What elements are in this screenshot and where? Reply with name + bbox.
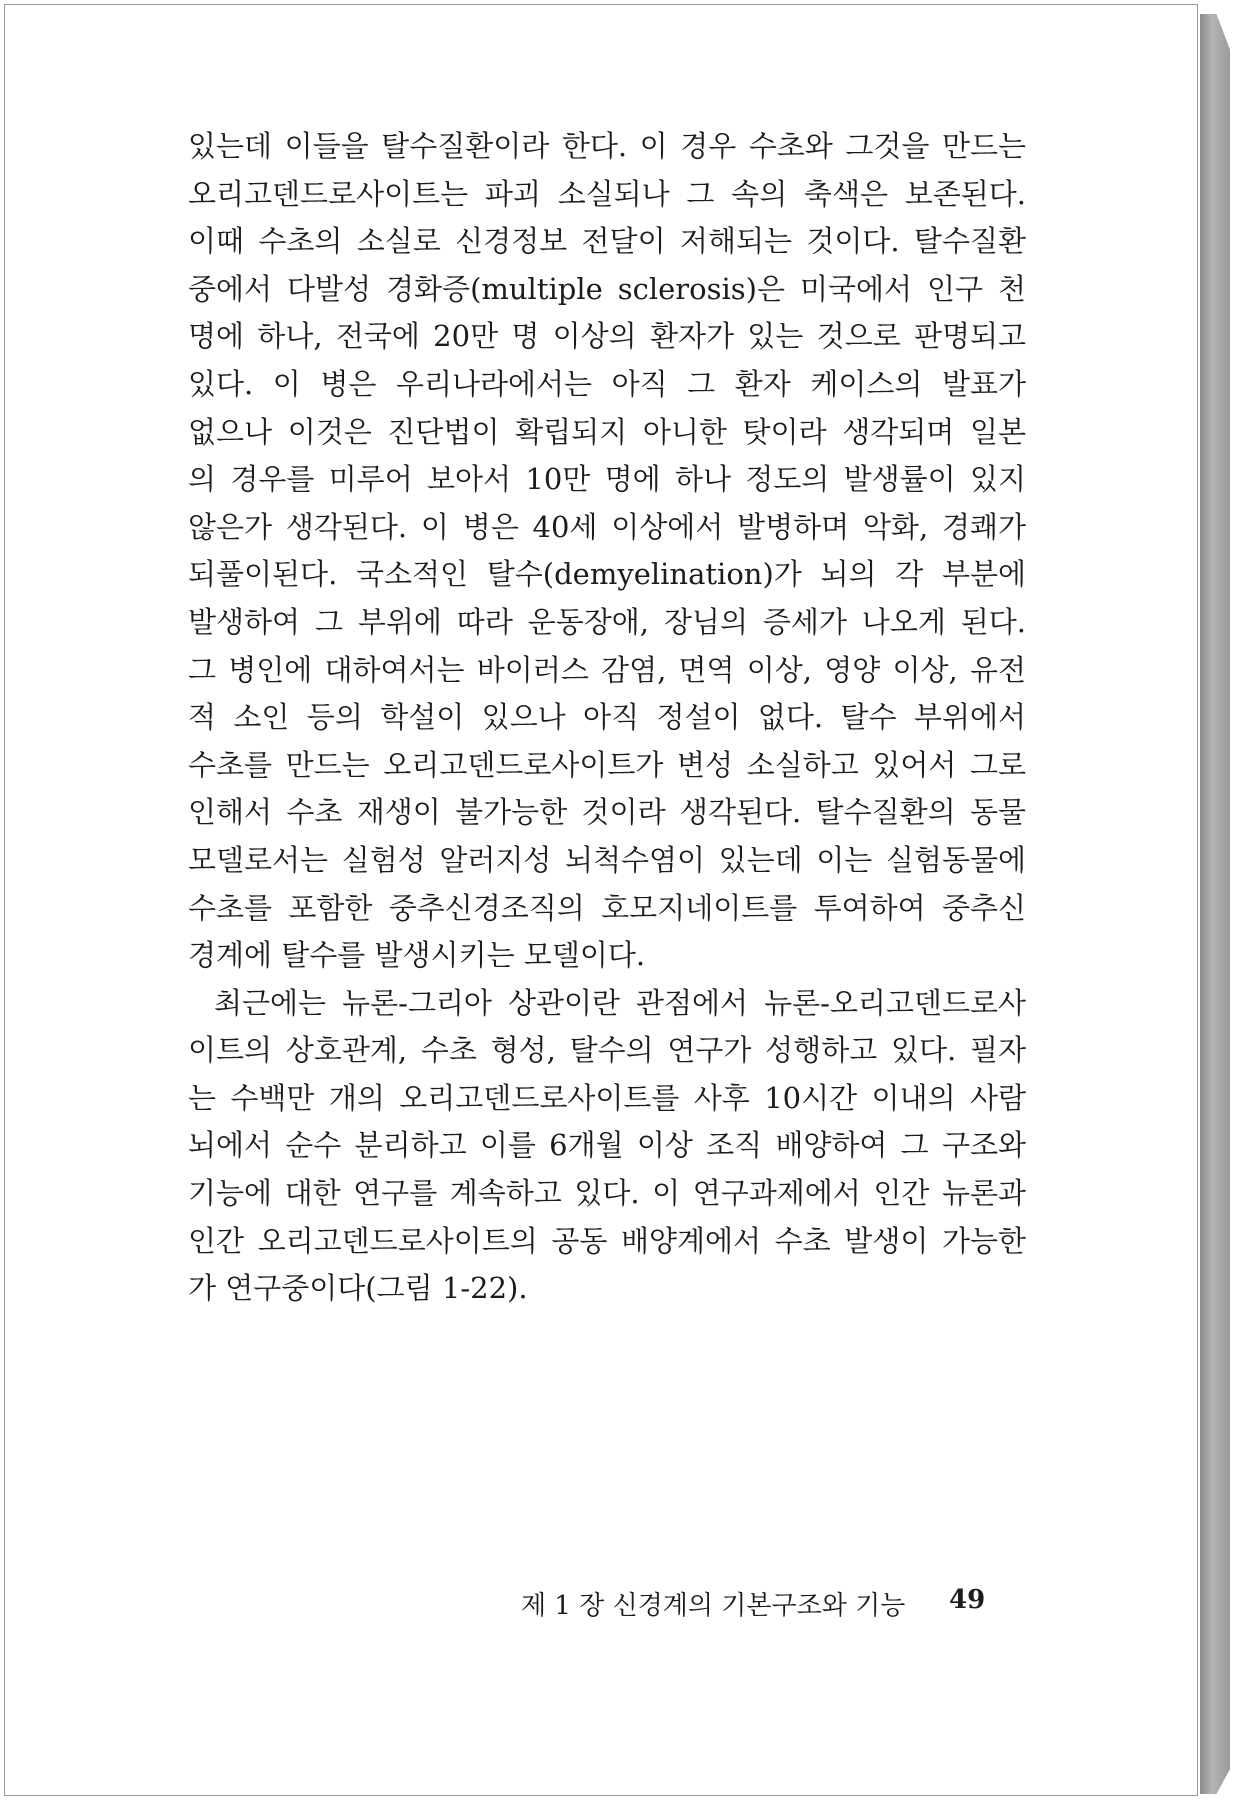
text-line: 적 소인 등의 학설이 있으나 아직 정설이 없다. 탈수 부위에서 bbox=[188, 700, 1026, 735]
page-number: 49 bbox=[949, 1585, 986, 1615]
text-line: 인간 오리고덴드로사이트의 공동 배양계에서 수초 발생이 가능한 bbox=[188, 1223, 1026, 1258]
text-line: 오리고덴드로사이트는 파괴 소실되나 그 속의 축색은 보존된다. bbox=[188, 176, 1026, 211]
text-line: 이때 수초의 소실로 신경정보 전달이 저해되는 것이다. 탈수질환 bbox=[188, 224, 1026, 259]
text-line: 있다. 이 병은 우리나라에서는 아직 그 환자 케이스의 발표가 bbox=[188, 366, 1026, 401]
text-line: 의 경우를 미루어 보아서 10만 명에 하나 정도의 발생률이 있지 bbox=[188, 462, 1026, 497]
text-line: 명에 하나, 전국에 20만 명 이상의 환자가 있는 것으로 판명되고 bbox=[188, 319, 1026, 354]
text-line: 발생하여 그 부위에 따라 운동장애, 장님의 증세가 나오게 된다. bbox=[188, 604, 1026, 639]
text-line: 수초를 만드는 오리고덴드로사이트가 변성 소실하고 있어서 그로 bbox=[188, 747, 1026, 782]
text-line: 되풀이된다. 국소적인 탈수(demyelination)가 뇌의 각 부분에 bbox=[188, 557, 1026, 592]
text-line: 기능에 대한 연구를 계속하고 있다. 이 연구과제에서 인간 뉴론과 bbox=[188, 1176, 1026, 1211]
text-line: 경계에 탈수를 발생시키는 모델이다. bbox=[188, 938, 646, 973]
text-line: 최근에는 뉴론-그리아 상관이란 관점에서 뉴론-오리고덴드로사 bbox=[214, 985, 1026, 1020]
text-line: 수초를 포함한 중추신경조직의 호모지네이트를 투여하여 중추신 bbox=[188, 890, 1026, 925]
text-line: 없으나 이것은 진단법이 확립되지 아니한 탓이라 생각되며 일본 bbox=[188, 414, 1026, 449]
text-line: 인해서 수초 재생이 불가능한 것이라 생각된다. 탈수질환의 동물 bbox=[188, 795, 1026, 830]
text-line: 있는데 이들을 탈수질환이라 한다. 이 경우 수초와 그것을 만드는 bbox=[188, 129, 1026, 163]
text-line: 뇌에서 순수 분리하고 이를 6개월 이상 조직 배양하여 그 구조와 bbox=[188, 1128, 1026, 1163]
text-line: 가 연구중이다(그림 1-22). bbox=[188, 1271, 528, 1306]
text-line: 않은가 생각된다. 이 병은 40세 이상에서 발병하며 악화, 경쾌가 bbox=[188, 509, 1026, 544]
book-page bbox=[4, 4, 1198, 1796]
page-stack-edge bbox=[1200, 14, 1230, 1794]
text-line: 중에서 다발성 경화증(multiple sclerosis)은 미국에서 인구 천 bbox=[188, 271, 1026, 306]
text-line: 모델로서는 실험성 알러지성 뇌척수염이 있는데 이는 실험동물에 bbox=[188, 842, 1026, 877]
text-line: 그 병인에 대하여서는 바이러스 감염, 면역 이상, 영양 이상, 유전 bbox=[188, 652, 1026, 687]
chapter-title: 제 1 장 신경계의 기본구조와 기능 bbox=[521, 1591, 906, 1621]
body-text bbox=[188, 123, 1026, 1313]
text-line: 이트의 상호관계, 수초 형성, 탈수의 연구가 성행하고 있다. 필자 bbox=[188, 1033, 1026, 1068]
text-line: 는 수백만 개의 오리고덴드로사이트를 사후 10시간 이내의 사람 bbox=[188, 1080, 1026, 1115]
